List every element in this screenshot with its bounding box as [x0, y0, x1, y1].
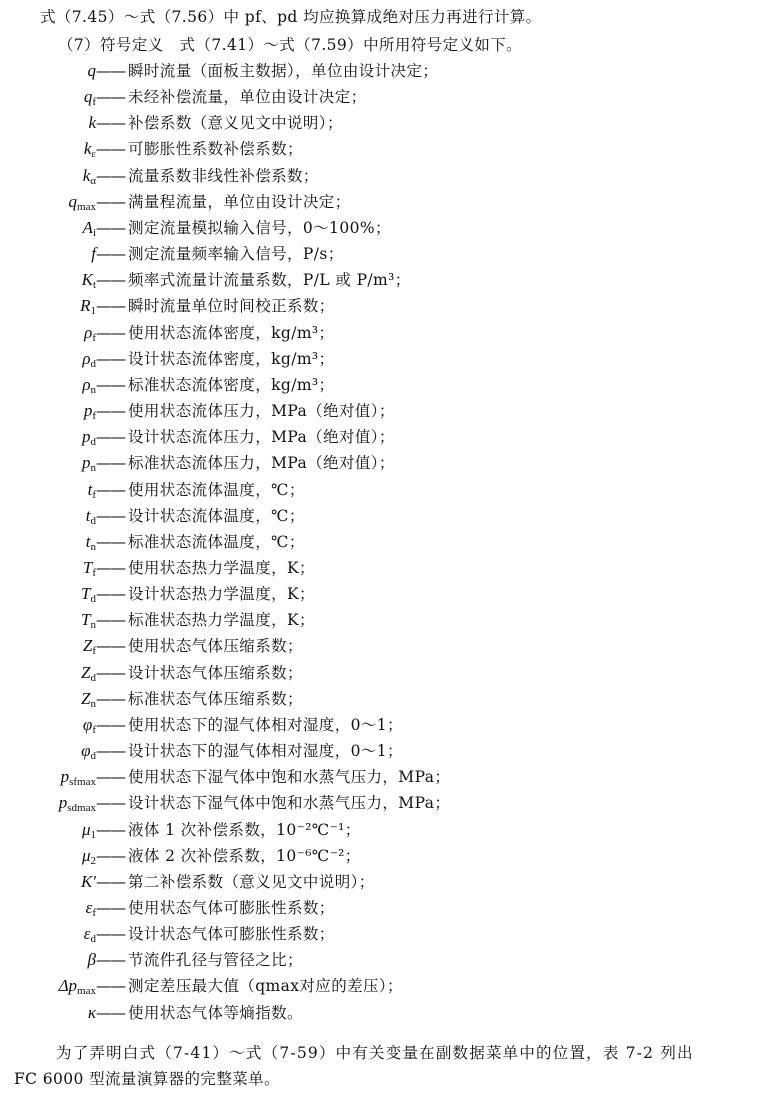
definition-text: 瞬时流量（面板主数据），单位由设计决定；: [128, 62, 439, 80]
symbol-subscript: f: [92, 907, 96, 919]
definition-row: [0, 921, 764, 947]
definition-dash: ——: [96, 768, 125, 787]
definition-row: [0, 686, 764, 712]
symbol-base: Δp: [58, 976, 78, 996]
symbol-base: ρ: [84, 322, 93, 342]
definition-dash: ——: [96, 402, 125, 421]
definition-row: [0, 581, 764, 607]
symbol-base: Z: [82, 636, 93, 656]
definition-text: 瞬时流量单位时间校正系数；: [128, 297, 335, 316]
symbol-base: μ: [81, 845, 91, 865]
symbol-subscript: max: [77, 985, 96, 998]
symbol-subscript: max: [77, 200, 96, 213]
definition-row: [0, 84, 764, 110]
definition-dash: ——: [96, 742, 125, 761]
symbol-base: R: [80, 296, 91, 316]
symbol-subscript: d: [90, 750, 96, 763]
definition-text: 测定流量模拟输入信号，0～100%；: [128, 218, 391, 237]
definition-text: 标准状态流体压力，MPa（绝对值）；: [128, 454, 395, 473]
symbol-base: T: [82, 557, 93, 577]
definition-dash: ——: [96, 1003, 125, 1022]
symbol-base: t: [87, 479, 93, 499]
symbol-definition-list: [0, 58, 764, 1026]
symbol-base: K′: [80, 871, 96, 891]
symbol-base: φ: [82, 714, 93, 734]
definition-text: 设计状态流体密度，kg/m³；: [128, 349, 335, 368]
definition-text: 第二补偿系数（意义见文中说明）；: [128, 872, 375, 891]
definition-dash: ——: [96, 245, 125, 264]
symbol-subscript: n: [90, 383, 96, 396]
definition-dash: ——: [96, 428, 125, 447]
symbol-base: p: [82, 427, 91, 447]
symbol-base: p: [82, 453, 91, 473]
symbol-base: t: [85, 505, 91, 525]
definition-text: 标准状态热力学温度，K；: [128, 611, 315, 630]
definition-row: [0, 189, 764, 215]
definition-row: [0, 293, 764, 319]
symbol-subscript: n: [90, 462, 96, 475]
symbol-subscript: sdmax: [67, 802, 96, 815]
definition-text: 使用状态热力学温度，K；: [128, 558, 315, 577]
closing-line-2: FC 6000 型流量演算器的完整菜单。: [14, 1070, 280, 1088]
symbol-subscript: d: [90, 436, 96, 449]
definition-row: [0, 398, 764, 424]
definition-dash: ——: [96, 663, 125, 682]
symbol-subscript: n: [90, 540, 96, 553]
symbol-base: μ: [81, 819, 91, 839]
definition-dash: ——: [96, 689, 125, 708]
definition-text: 设计状态热力学温度，K；: [128, 585, 315, 604]
symbol-base: k: [82, 165, 91, 185]
definition-row: [0, 477, 764, 503]
symbol-base: t: [85, 531, 91, 551]
symbol-base: Z: [81, 688, 91, 708]
definition-dash: ——: [96, 114, 125, 133]
symbol-subscript: f: [92, 488, 96, 501]
definition-dash: ——: [96, 611, 125, 630]
definition-dash: ——: [96, 506, 125, 525]
definition-row: [0, 947, 764, 973]
symbol-base: ε: [83, 924, 91, 944]
definition-row: [0, 372, 764, 398]
definition-row: [0, 1000, 764, 1026]
definition-text: 满量程流量，单位由设计决定；: [128, 192, 351, 211]
definition-dash: ——: [96, 925, 125, 944]
definition-row: [0, 738, 764, 764]
definition-dash: ——: [96, 820, 125, 839]
definition-row: [0, 450, 764, 476]
definition-text: 设计状态流体温度，℃；: [128, 506, 305, 525]
symbol-subscript: f: [92, 645, 96, 658]
symbol-base: T: [81, 584, 91, 604]
definition-dash: ——: [96, 637, 125, 656]
symbol-base: Z: [81, 662, 91, 682]
symbol-base: q: [87, 61, 96, 80]
definition-text: 使用状态下湿气体中饱和水蒸气压力，MPa；: [128, 768, 451, 787]
definition-row: [0, 241, 764, 267]
definition-row: [0, 346, 764, 372]
symbol-subscript: 1: [90, 828, 96, 841]
symbol-base: T: [81, 610, 91, 630]
symbol-base: φ: [81, 741, 91, 761]
symbol-base: ρ: [82, 374, 91, 394]
symbol-base: k: [88, 113, 96, 133]
definition-text: 补偿系数（意义见文中说明）；: [128, 114, 343, 133]
symbol-subscript: f: [92, 410, 96, 423]
symbol-subscript: f: [92, 566, 96, 579]
symbol-base: k: [83, 139, 92, 159]
symbol-subscript: d: [90, 357, 96, 370]
symbol-base: K: [81, 270, 93, 290]
definition-text: 使用状态流体压力，MPa（绝对值）；: [128, 402, 395, 421]
definition-row: [0, 869, 764, 895]
symbol: [88, 110, 96, 136]
symbol-subscript: sfmax: [69, 776, 96, 789]
symbol-base: ε: [85, 898, 93, 917]
symbol-base: β: [87, 950, 96, 970]
definition-dash: ——: [96, 375, 125, 394]
symbol-subscript: n: [90, 619, 96, 632]
symbol-subscript: d: [90, 514, 96, 527]
definition-row: [0, 267, 764, 293]
definition-text: 设计状态气体可膨胀性系数；: [128, 925, 335, 944]
symbol-subscript: f: [92, 331, 96, 344]
definition-text: 测定差压最大值（qmax对应的差压）；: [128, 977, 403, 996]
symbol: [88, 1000, 96, 1026]
definition-dash: ——: [96, 192, 125, 211]
definition-row: [0, 764, 764, 790]
definition-row: [0, 555, 764, 581]
definition-row: [0, 110, 764, 136]
definition-dash: ——: [96, 62, 125, 80]
definition-row: [0, 163, 764, 189]
intro-line-1: 式（7.45）～式（7.56）中 pf、pd 均应换算成绝对压力再进行计算。: [40, 8, 542, 26]
definition-text: 使用状态气体等熵指数。: [128, 1003, 303, 1022]
definition-text: 设计状态流体压力，MPa（绝对值）；: [128, 428, 395, 447]
definition-dash: ——: [96, 532, 125, 551]
definition-text: 标准状态气体压缩系数；: [128, 689, 303, 708]
definition-row: [0, 973, 764, 999]
definition-dash: ——: [96, 218, 125, 237]
definition-row: [0, 607, 764, 633]
definition-text: 可膨胀性系数补偿系数；: [128, 140, 303, 159]
definition-dash: ——: [96, 951, 125, 970]
symbol-subscript: 2: [90, 854, 96, 867]
definition-row: [0, 215, 764, 241]
definition-dash: ——: [96, 872, 125, 891]
symbol-base: ρ: [82, 348, 91, 368]
definition-dash: ——: [96, 166, 125, 185]
definition-dash: ——: [96, 349, 125, 368]
symbol-subscript: ε: [91, 148, 96, 161]
definition-row: [0, 817, 764, 843]
definition-text: 未经补偿流量，单位由设计决定；: [128, 88, 367, 107]
definition-text: 液体 1 次补偿系数，10⁻²℃⁻¹；: [128, 820, 361, 839]
definition-dash: ——: [96, 480, 125, 499]
symbol-base: A: [82, 217, 93, 237]
symbol-subscript: d: [90, 593, 96, 606]
symbol-subscript: α: [90, 174, 96, 187]
symbol-subscript: i: [92, 226, 96, 239]
definition-dash: ——: [96, 794, 125, 813]
symbol-subscript: f: [92, 96, 96, 109]
symbol-base: p: [58, 793, 68, 813]
definition-dash: ——: [96, 585, 125, 604]
definition-row: [0, 895, 764, 921]
definition-dash: ——: [96, 846, 125, 865]
definition-dash: ——: [96, 88, 125, 107]
symbol-base: f: [91, 244, 96, 264]
symbol: [81, 869, 96, 895]
definition-dash: ——: [96, 715, 125, 734]
intro-line-2: （7）符号定义 式（7.41）～式（7.59）中所用符号定义如下。: [58, 36, 523, 54]
definition-text: 使用状态气体可膨胀性系数；: [128, 899, 335, 917]
definition-text: 液体 2 次补偿系数，10⁻⁶℃⁻²；: [128, 846, 361, 865]
definition-dash: ——: [96, 271, 125, 290]
definition-row: [0, 136, 764, 162]
symbol-base: κ: [87, 1002, 96, 1022]
symbol-subscript: t: [92, 279, 96, 292]
definition-row: [0, 503, 764, 529]
definition-row: [0, 529, 764, 555]
definition-dash: ——: [96, 140, 125, 159]
symbol-subscript: f: [92, 723, 96, 736]
definition-row: [0, 790, 764, 816]
definition-text: 标准状态流体温度，℃；: [128, 532, 305, 551]
symbol-base: p: [83, 401, 93, 421]
symbol-base: p: [60, 767, 70, 787]
definition-text: 设计状态下的湿气体相对湿度，0～1；: [128, 742, 403, 761]
closing-line-1: 为了弄明白式（7-41）～式（7-59）中有关变量在副数据菜单中的位置，表 7-2 列出: [56, 1044, 694, 1062]
definition-text: 设计状态气体压缩系数；: [128, 663, 303, 682]
definition-text: 设计状态下湿气体中饱和水蒸气压力，MPa；: [128, 794, 451, 813]
definition-dash: ——: [96, 977, 125, 996]
definition-text: 节流件孔径与管径之比；: [128, 951, 303, 970]
symbol: [88, 947, 96, 973]
symbol-base: q: [83, 87, 93, 107]
definition-row: [0, 633, 764, 659]
definition-dash: ——: [96, 454, 125, 473]
definition-text: 流量系数非线性补偿系数；: [128, 166, 319, 185]
symbol-subscript: d: [90, 671, 96, 684]
symbol-subscript: d: [90, 933, 96, 946]
definition-row: [0, 58, 764, 84]
definition-row: [0, 424, 764, 450]
definition-row: [0, 660, 764, 686]
definition-text: 频率式流量计流量系数，P/L 或 P/m³；: [128, 271, 411, 290]
definition-text: 使用状态流体温度，℃；: [128, 480, 305, 499]
definition-text: 使用状态流体密度，kg/m³；: [128, 323, 335, 342]
definition-text: 使用状态气体压缩系数；: [128, 637, 303, 656]
definition-text: 标准状态流体密度，kg/m³；: [128, 375, 335, 394]
definition-row: [0, 843, 764, 869]
definition-dash: ——: [96, 558, 125, 577]
symbol-base: q: [68, 191, 78, 211]
symbol-subscript: 1: [90, 305, 96, 318]
definition-dash: ——: [96, 297, 125, 316]
symbol: [88, 58, 97, 84]
definition-text: 使用状态下的湿气体相对湿度，0～1；: [128, 715, 403, 734]
definition-text: 测定流量频率输入信号，P/s；: [128, 245, 344, 264]
definition-dash: ——: [96, 323, 125, 342]
definition-row: [0, 320, 764, 346]
definition-dash: ——: [96, 899, 125, 917]
symbol-subscript: n: [90, 697, 96, 710]
definition-row: [0, 712, 764, 738]
